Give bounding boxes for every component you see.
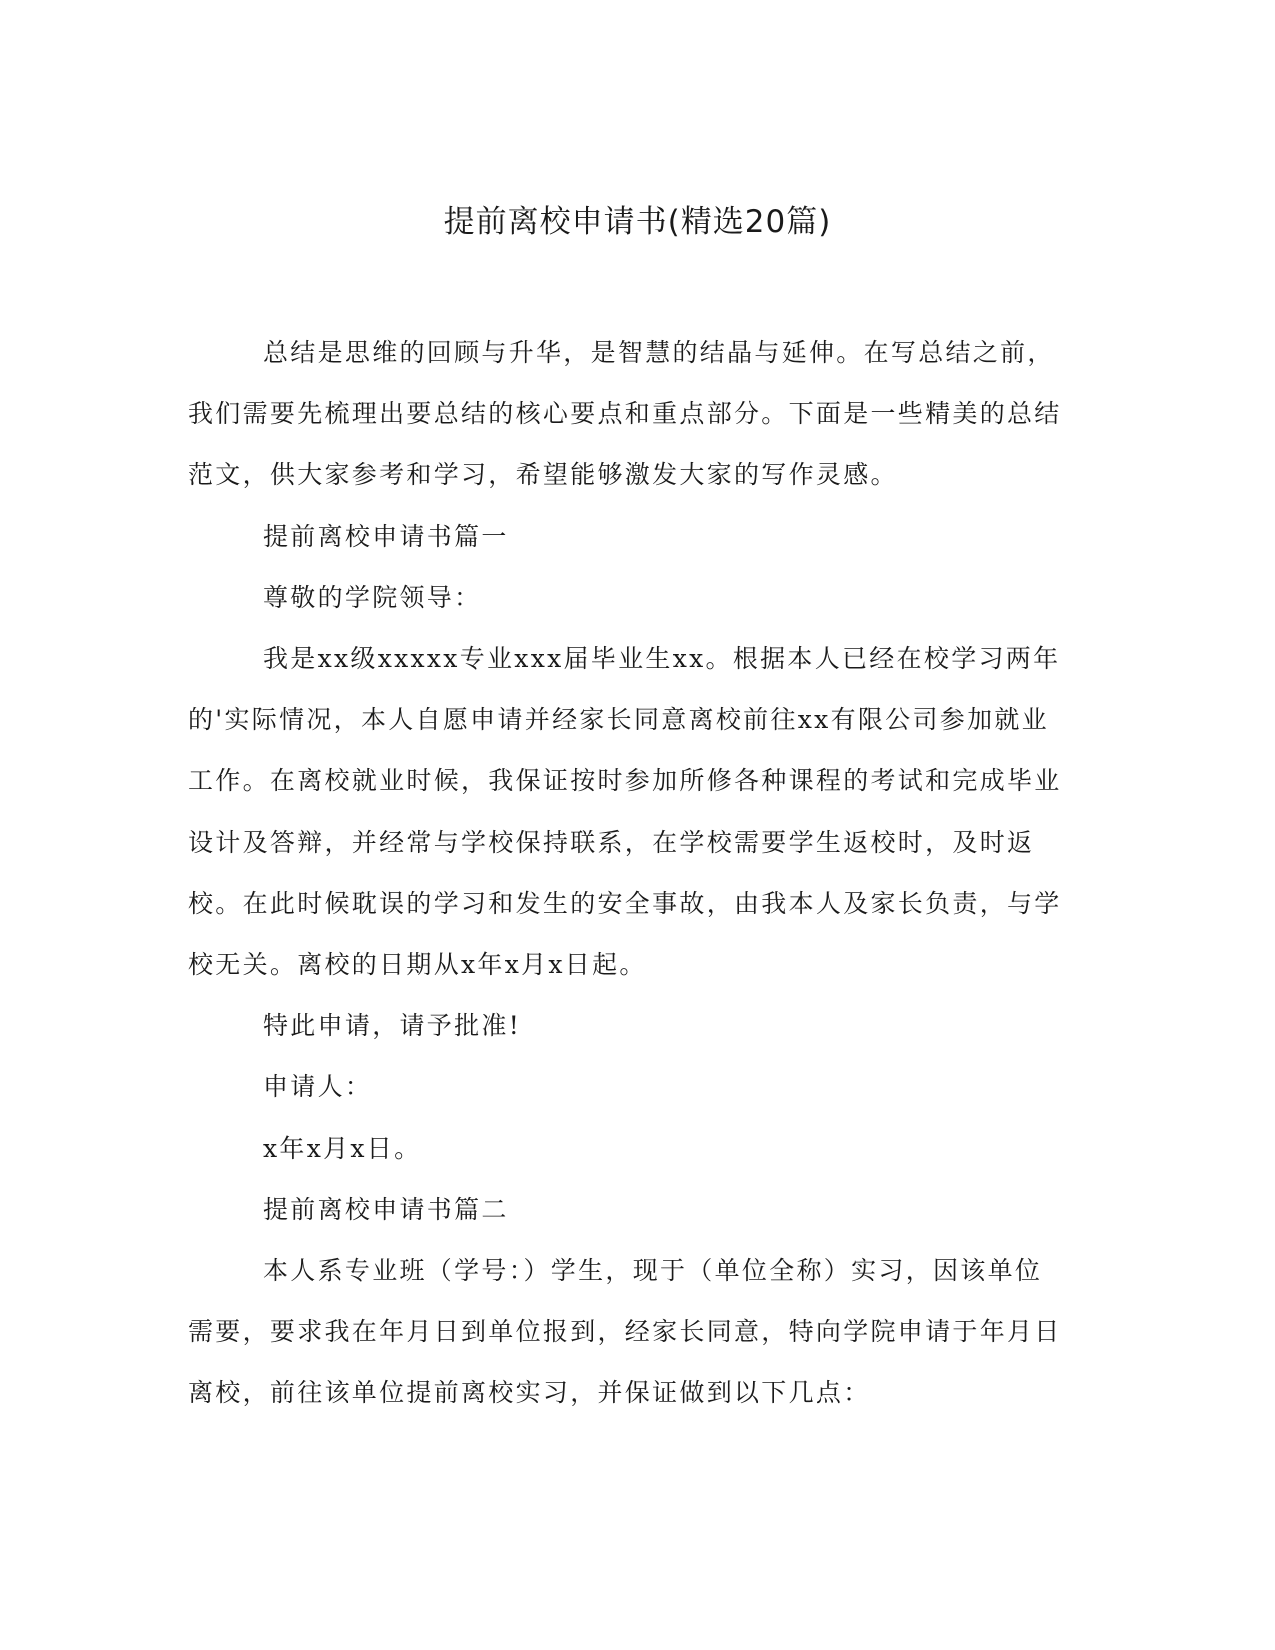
intro-paragraph: 总结是思维的回顾与升华，是智慧的结晶与延伸。在写总结之前，我们需要先梳理出要总结的核心要点和重点部分。下面是一些精美的总结范文，供大家参考和学习，希望能够激发大家的写作灵感。 [188, 338, 1062, 490]
section-heading-2: 提前离校申请书篇二 [263, 1194, 509, 1224]
application-body-2: 本人系专业班（学号：）学生，现于（单位全称）实习，因该单位需要，要求我在年月日到单位报到，经家长同意，特向学院申请于年月日离校，前往该单位提前离校实习，并保证做到以下几点： [188, 1256, 1062, 1408]
document-body [188, 322, 1068, 1424]
date-line: x年x月x日。 [263, 1133, 422, 1163]
salutation: 尊敬的学院领导： [263, 582, 482, 612]
section-heading-1: 提前离校申请书篇一 [263, 521, 509, 551]
document-title: 提前离校申请书(精选20篇) [443, 204, 832, 240]
application-body-1: 我是xx级xxxxx专业xxx届毕业生xx。根据本人已经在校学习两年的'实际情况，本人自愿申请并经家长同意离校前往xx有限公司参加就业工作。在离校就业时候，我保证按时参加所修各种课程的考试和完成毕业设计及答辩，并经常与学校保持联系，在学校需要学生返校时，及时返校。在此时候耽误的学习和发生的安全事故，由我本人及家长负责，与学校无关。离校的日期从x年x月x日起。 [188, 644, 1062, 980]
request-approval-line: 特此申请，请予批准! [263, 1011, 522, 1041]
applicant-label: 申请人： [263, 1072, 373, 1102]
